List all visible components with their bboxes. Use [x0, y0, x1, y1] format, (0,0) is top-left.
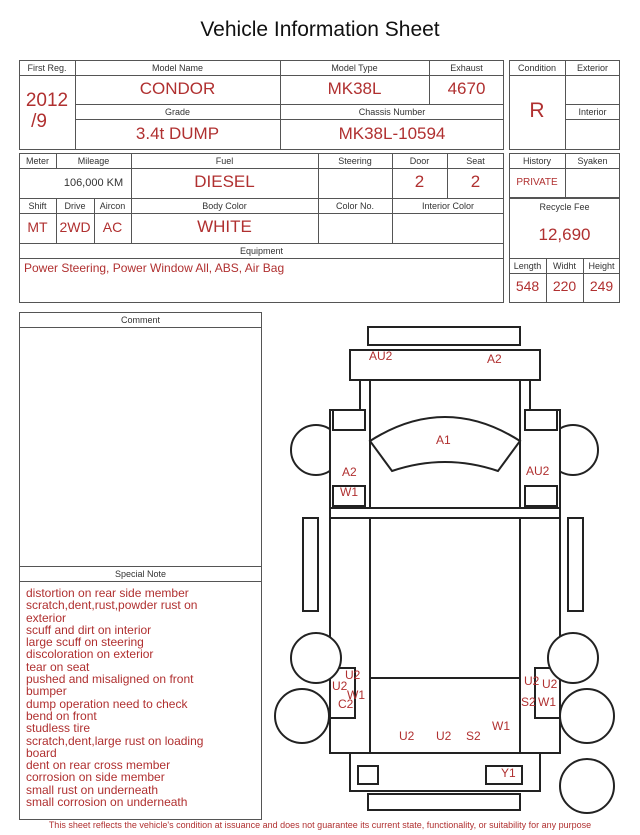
seat-label: Seat — [466, 156, 485, 166]
length-label: Length — [513, 261, 542, 271]
mark-left-rear-3: W1 — [347, 688, 365, 702]
door-value: 2 — [414, 172, 425, 191]
chassis-number-label: Chassis Number — [358, 107, 426, 117]
equipment-label: Equipment — [239, 246, 284, 256]
body-color-value: WHITE — [197, 217, 252, 236]
chassis-number-value: MK38L-10594 — [338, 124, 446, 143]
mark-bottom-1: U2 — [399, 729, 415, 743]
note-item: large scuff on steering — [26, 635, 144, 650]
mark-bottom-3: S2 — [466, 729, 481, 743]
note-item: tear on seat — [26, 659, 90, 674]
length-value: 548 — [515, 278, 540, 294]
width-value: 220 — [552, 278, 577, 294]
mark-front-bumper-right: A2 — [487, 352, 502, 366]
spare-wheel — [560, 759, 614, 813]
steering-label: Steering — [338, 156, 372, 166]
model-type-value: MK38L — [327, 79, 382, 98]
aircon-value: AC — [102, 219, 123, 235]
mark-right-rear-2: U2 — [542, 677, 558, 691]
mark-right-rear-4: W1 — [538, 695, 556, 709]
exhaust-value: 4670 — [447, 79, 486, 98]
equipment-value: Power Steering, Power Window All, ABS, Air Bag — [24, 261, 285, 275]
special-note-label: Special Note — [114, 569, 167, 579]
rear-right-wheel-2 — [560, 689, 614, 743]
comment-label: Comment — [120, 315, 160, 325]
aircon-label: Aircon — [99, 201, 126, 211]
condition-value: R — [529, 99, 545, 122]
mark-left-door-2: W1 — [340, 485, 358, 499]
model-name-value: CONDOR — [139, 79, 216, 98]
interior-label: Interior — [578, 107, 607, 117]
note-item: pushed and misaligned on front — [26, 672, 194, 687]
note-item: scratch,dent,rust,powder rust on — [26, 598, 198, 613]
mark-bottom-2: U2 — [436, 729, 452, 743]
shift-label: Shift — [28, 201, 47, 211]
note-item: scratch,dent,large rust on loading — [26, 733, 204, 748]
mark-rear-bumper: Y1 — [501, 766, 516, 780]
mark-bed-w1: W1 — [492, 719, 510, 733]
note-item: scuff and dirt on interior — [26, 622, 152, 637]
first-reg-label: First Reg. — [27, 63, 67, 73]
mark-right-rear-1: U2 — [524, 674, 540, 688]
mark-left-rear-1: U2 — [345, 668, 361, 682]
history-value: PRIVATE — [516, 177, 558, 188]
recycle-fee-value: 12,690 — [538, 225, 591, 244]
drive-label: Drive — [64, 201, 86, 211]
mark-left-rear-2: U2 — [332, 679, 348, 693]
disclaimer-footer: This sheet reflects the vehicle's condition at issuance and does not guarantee its current state, functionality, or suitability for any purpose — [48, 820, 592, 830]
exhaust-label: Exhaust — [450, 63, 483, 73]
exterior-label: Exterior — [576, 63, 608, 73]
drive-value: 2WD — [59, 219, 91, 235]
meter-label: Meter — [25, 156, 49, 166]
rear-left-wheel-2 — [275, 689, 329, 743]
note-item: board — [26, 745, 57, 760]
mark-right-rear-3: S2 — [521, 695, 536, 709]
truck-damage-diagram — [270, 318, 640, 818]
mark-right-door: AU2 — [526, 464, 550, 478]
note-item: bend on front — [26, 708, 97, 723]
note-item: dent on rear cross member — [26, 758, 171, 773]
mileage-value: 106,000 KM — [63, 177, 124, 189]
cargo-bed — [330, 508, 560, 518]
body-color-label: Body Color — [202, 201, 247, 211]
note-item: bumper — [26, 684, 67, 699]
model-type-label: Model Type — [331, 63, 378, 73]
recycle-fee-label: Recycle Fee — [539, 202, 590, 212]
note-item: discoloration on exterior — [26, 647, 154, 662]
note-item: small corrosion on underneath — [26, 795, 188, 810]
model-name-label: Model Name — [151, 63, 204, 73]
page-title: Vehicle Information Sheet — [200, 18, 440, 41]
grade-value: 3.4t DUMP — [135, 124, 220, 143]
first-reg-month: /9 — [31, 111, 47, 132]
syaken-label: Syaken — [577, 156, 608, 166]
mark-front-bumper-left: AU2 — [369, 349, 393, 363]
history-label: History — [522, 156, 551, 166]
mark-left-rear-4: C2 — [338, 697, 354, 711]
interior-color-label: Interior Color — [421, 201, 475, 211]
note-item: distortion on rear side member — [26, 586, 189, 600]
note-item: dump operation need to check — [26, 696, 188, 711]
color-no-label: Color No. — [335, 201, 374, 211]
door-label: Door — [409, 156, 430, 166]
rear-left-wheel-1 — [291, 633, 341, 683]
fuel-value: DIESEL — [194, 172, 255, 191]
note-item: small rust on underneath — [26, 782, 159, 797]
fuel-label: Fuel — [215, 156, 234, 166]
mileage-label: Mileage — [77, 156, 110, 166]
height-label: Height — [588, 261, 615, 271]
note-item: corrosion on side member — [26, 770, 165, 785]
rear-right-wheel-1 — [548, 633, 598, 683]
mark-windshield: A1 — [436, 433, 451, 447]
special-notes-list — [26, 587, 256, 808]
note-item: exterior — [26, 610, 67, 625]
grade-label: Grade — [164, 107, 190, 117]
seat-value: 2 — [470, 172, 481, 191]
front-bumper-upper — [368, 327, 520, 345]
mark-left-door-1: A2 — [342, 465, 357, 479]
first-reg-year: 2012 — [25, 90, 69, 111]
height-value: 249 — [589, 278, 614, 294]
width-label: Widht — [552, 261, 576, 271]
note-item: studless tire — [26, 721, 91, 736]
shift-value: MT — [27, 219, 48, 235]
condition-label: Condition — [517, 63, 557, 73]
